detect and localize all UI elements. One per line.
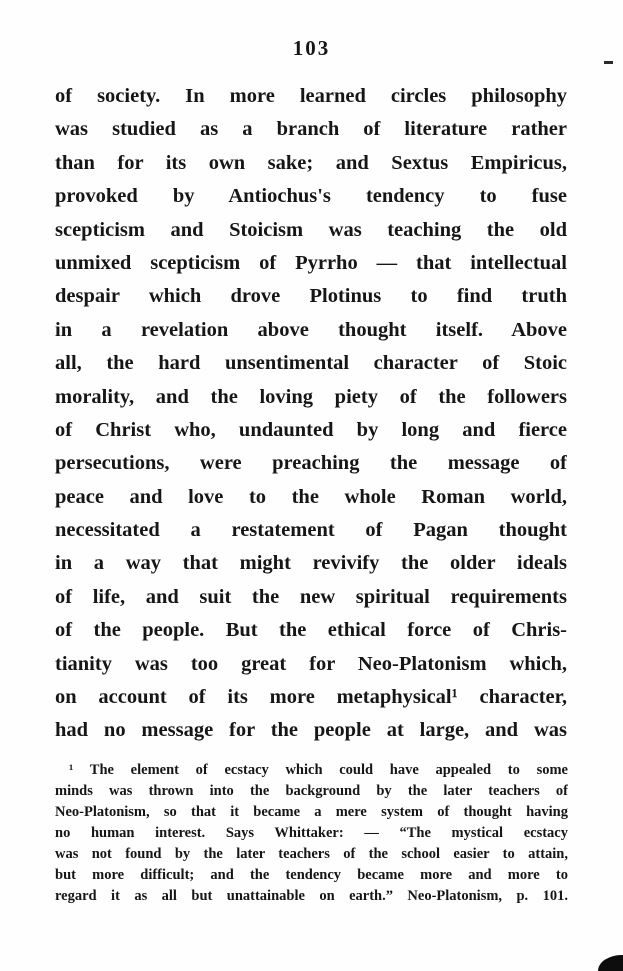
body-line: was studied as a branch of literature rather — [55, 118, 567, 141]
scan-dash-artifact — [604, 61, 613, 64]
body-line: all, the hard unsentimental character of Stoic — [55, 352, 567, 375]
body-line: morality, and the loving piety of the followers — [55, 385, 567, 408]
footnote-line: but more difficult; and the tendency became more and more to — [55, 867, 568, 883]
body-line: provoked by Antiochus's tendency to fuse — [55, 185, 567, 208]
footnote-line: ¹ The element of ecstacy which could have appealed to some — [69, 762, 568, 778]
scan-corner-artifact — [598, 955, 623, 971]
body-line: necessitated a restatement of Pagan thought — [55, 519, 567, 542]
body-line: in a revelation above thought itself. Above — [55, 318, 567, 341]
page-number: 103 — [292, 36, 331, 60]
body-line: of the people. But the ethical force of Chris- — [55, 619, 567, 642]
footnote-block — [55, 760, 568, 907]
body-line: of society. In more learned circles philosophy — [55, 85, 567, 107]
body-line: in a way that might revivify the older ideals — [55, 552, 567, 575]
footnote-line: was not found by the later teachers of the school easier to attain, — [55, 846, 568, 862]
footnote-line: Neo-Platonism, so that it became a mere system of thought having — [55, 804, 568, 820]
footnote-line: minds was thrown into the background by the later teachers of — [55, 783, 568, 799]
footnote-line: no human interest. Says Whittaker: — “The mystical ecstacy — [55, 825, 568, 841]
body-line: had no message for the people at large, and was — [55, 719, 567, 742]
body-line: on account of its more metaphysical¹ character, — [55, 686, 567, 709]
body-line: tianity was too great for Neo-Platonism which, — [55, 652, 567, 675]
body-line: than for its own sake; and Sextus Empiricus, — [55, 151, 567, 174]
body-line: of Christ who, undaunted by long and fierce — [55, 418, 567, 441]
body-line: peace and love to the whole Roman world, — [55, 485, 567, 508]
footnote-line: regard it as all but unattainable on earth.” Neo-Platonism, p. 101. — [55, 888, 568, 904]
body-line: scepticism and Stoicism was teaching the old — [55, 218, 567, 241]
body-line: despair which drove Plotinus to find truth — [55, 285, 567, 308]
body-line: unmixed scepticism of Pyrrho — that intellectual — [55, 251, 567, 274]
body-line: of life, and suit the new spiritual requirements — [55, 585, 567, 608]
body-line: persecutions, were preaching the message of — [55, 452, 567, 475]
body-text-block — [55, 80, 567, 748]
